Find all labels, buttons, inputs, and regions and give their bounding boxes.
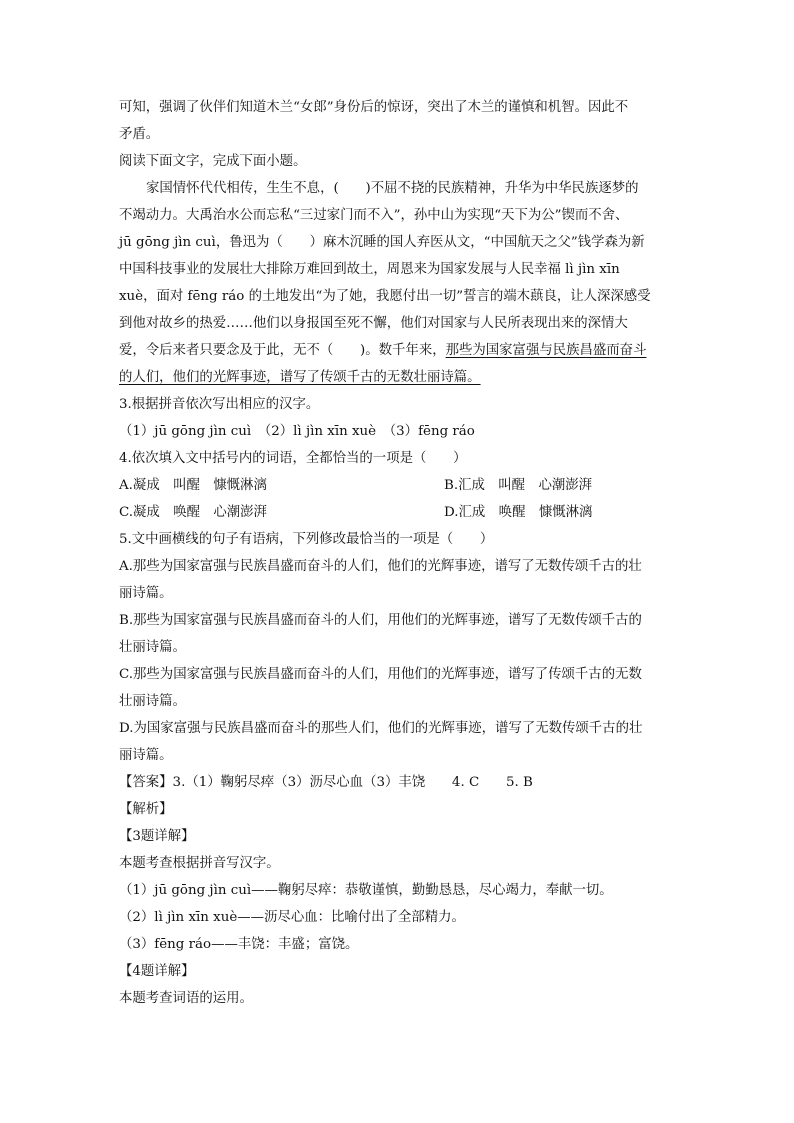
underlined-sentence-part-2: 的人们，他们的光辉事迹，谱写了传颂千古的无数壮丽诗篇。 (119, 370, 481, 385)
question-4-options-row-1 (119, 472, 667, 499)
question-4-option-a: A.凝成 叫醒 慷慨淋漓 (119, 478, 267, 493)
intro-line-2: 矛盾。 (119, 127, 160, 142)
question-5-option-c-line-2: 壮丽诗篇。 (119, 694, 186, 709)
passage-line-7 (119, 337, 667, 364)
underlined-sentence-part-1: 那些为国家富强与民族昌盛而奋斗 (445, 343, 647, 358)
passage-line-1: 家国情怀代代相传，生生不息，( )不屈不挠的民族精神，升华为中华民族逐梦的 (146, 181, 639, 196)
reading-instruction: 阅读下面文字，完成下面小题。 (119, 154, 307, 169)
question-4-option-b: B.汇成 叫醒 心潮澎湃 (444, 478, 593, 493)
question-4 (119, 445, 667, 526)
passage-line-8 (119, 364, 667, 391)
question-5-option-a-line-1: A.那些为国家富强与民族昌盛而奋斗的人们，他们的光辉事迹，谱写了无数传颂千古的壮 (119, 559, 642, 574)
question-5 (119, 526, 667, 769)
question-5-option-d-line-1: D.为国家富强与民族昌盛而奋斗的那些人们，他们的光辉事迹，谱写了无数传颂千古的壮 (119, 721, 643, 736)
passage-line-2: 不竭动力。大禹治水公而忘私“三过家门而不入”，孙中山为实现“天下为公”锲而不舍、 (119, 208, 629, 223)
question-4-option-c: C.凝成 唤醒 心潮澎湃 (119, 505, 267, 520)
question-3-items: （1）jū gōng jìn cuì （2）lì jìn xīn xuè （3）fēng ráo (119, 424, 475, 439)
question-5-option-d-line-2: 丽诗篇。 (119, 748, 173, 763)
q3-analysis-item-1: （1）jū gōng jìn cuì——鞠躬尽瘁：恭敬谨慎，勤勤恳恳，尽心竭力，奉献一切。 (119, 883, 613, 898)
question-5-option-a-line-2: 丽诗篇。 (119, 586, 173, 601)
question-5-stem: 5.文中画横线的句子有语病，下列修改最恰当的一项是（ ） (119, 532, 494, 547)
question-4-option-d: D.汇成 唤醒 慷慨淋漓 (444, 505, 593, 520)
question-3 (119, 391, 667, 445)
passage-line-5: xuè，面对 fēng ráo 的土地发出“为了她，我愿付出一切”誓言的端木蕻良，让人深深感受 (119, 289, 651, 304)
answer-line: 【答案】3.（1）鞠躬尽瘁（3）沥尽心血（3）丰饶 4. C 5. B (119, 775, 533, 790)
q3-analysis-item-2: （2）lì jìn xīn xuè——沥尽心血：比喻付出了全部精力。 (119, 910, 465, 925)
passage-line-7-text: 爱，令后来者只要念及于此，无不（ )。数千年来， (119, 343, 446, 358)
question-5-option-b-line-1: B.那些为国家富强与民族昌盛而奋斗的人们，用他们的光辉事迹，谱写了无数传颂千古的 (119, 613, 642, 628)
intro-line-1: 可知，强调了伙伴们知道木兰“女郎”身份后的惊讶，突出了木兰的谨慎和机智。因此不 (119, 100, 629, 115)
question-4-stem: 4.依次填入文中括号内的词语，全都恰当的一项是（ ） (119, 451, 467, 466)
question-5-option-c-line-1: C.那些为国家富强与民族昌盛而奋斗的人们，用他们的光辉事迹，谱写了传颂千古的无数 (119, 667, 642, 682)
q3-analysis-heading: 【3题详解】 (119, 829, 195, 844)
q3-analysis-intro: 本题考查根据拼音写汉字。 (119, 856, 280, 871)
question-4-options-row-2 (119, 499, 667, 526)
document-body (119, 94, 667, 1012)
passage-line-6: 到他对故乡的热爱……他们以身报国至死不懈，他们对国家与人民所表现出来的深情大 (119, 316, 628, 331)
passage-line-3: jū gōng jìn cuì，鲁迅为（ ）麻木沉睡的国人弃医从文，“中国航天之父”钱学森为新 (119, 235, 645, 250)
analysis-heading: 【解析】 (119, 802, 173, 817)
passage (119, 175, 667, 391)
question-5-option-b-line-2: 壮丽诗篇。 (119, 640, 186, 655)
q3-analysis-item-3: （3）fēng ráo——丰饶：丰盛；富饶。 (119, 937, 359, 952)
passage-line-4: 中国科技事业的发展壮大排除万难回到故土，周恩来为国家发展与人民幸福 lì jìn xīn (119, 262, 620, 277)
analysis (119, 796, 667, 1012)
q4-analysis-intro: 本题考查词语的运用。 (119, 991, 253, 1006)
q4-analysis-heading: 【4题详解】 (119, 964, 195, 979)
question-3-stem: 3.根据拼音依次写出相应的汉字。 (119, 397, 320, 412)
